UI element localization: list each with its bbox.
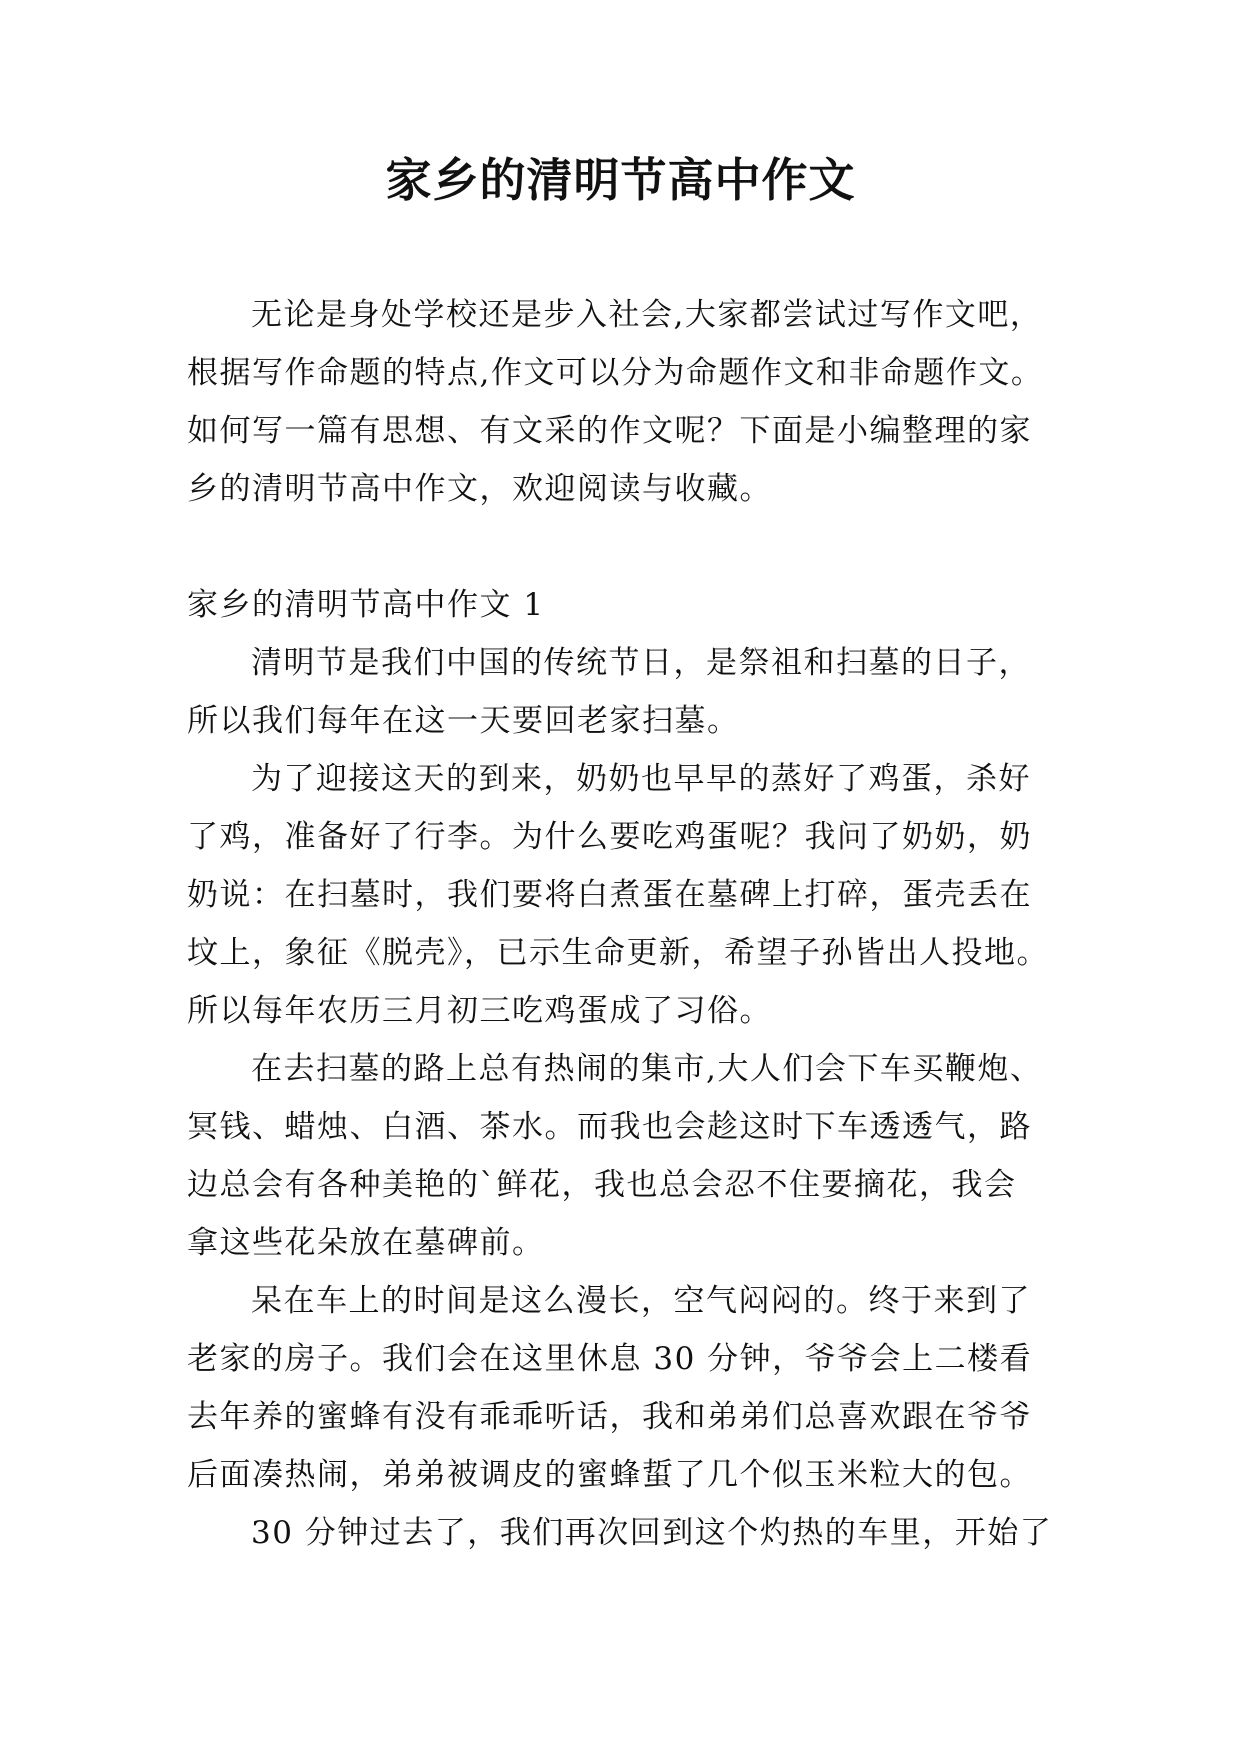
paragraph-line: 拿这些花朵放在墓碑前。	[187, 1225, 545, 1261]
paragraph-line: 清明节是我们中国的传统节日，是祭祖和扫墓的日子，	[251, 645, 1031, 681]
paragraph-line: 奶说：在扫墓时，我们要将白煮蛋在墓碑上打碎，蛋壳丢在	[187, 877, 1032, 913]
essay-paragraph	[187, 1504, 1067, 1562]
intro-line: 如何写一篇有思想、有文采的作文呢？下面是小编整理的家	[187, 413, 1032, 449]
essay-paragraph	[187, 750, 1067, 1040]
paragraph-line: 所以每年农历三月初三吃鸡蛋成了习俗。	[187, 993, 772, 1029]
paragraph-line: 后面凑热闹，弟弟被调皮的蜜蜂蜇了几个似玉米粒大的包。	[187, 1457, 1032, 1493]
intro-line: 乡的清明节高中作文，欢迎阅读与收藏。	[187, 471, 772, 507]
paragraph-line: 去年养的蜜蜂有没有乖乖听话，我和弟弟们总喜欢跟在爷爷	[187, 1399, 1032, 1435]
essay-section	[187, 576, 1067, 1562]
paragraph-line: 所以我们每年在这一天要回老家扫墓。	[187, 703, 740, 739]
essay-paragraph	[187, 1272, 1067, 1504]
paragraph-line: 呆在车上的时间是这么漫长，空气闷闷的。终于来到了	[251, 1283, 1031, 1319]
intro-line: 根据写作命题的特点,作文可以分为命题作文和非命题作文。	[187, 355, 1044, 391]
paragraph-line: 为了迎接这天的到来，奶奶也早早的蒸好了鸡蛋，杀好	[251, 761, 1031, 797]
essay-paragraph	[187, 1040, 1067, 1272]
essay-paragraph	[187, 634, 1067, 750]
paragraph-line: 在去扫墓的路上总有热闹的集市,大人们会下车买鞭炮、	[251, 1051, 1043, 1087]
intro-paragraph	[187, 286, 1067, 518]
paragraph-line: 边总会有各种美艳的`鲜花，我也总会忍不住要摘花，我会	[187, 1167, 1017, 1203]
section-heading: 家乡的清明节高中作文 1	[187, 587, 545, 623]
paragraph-line: 30 分钟过去了，我们再次回到这个灼热的车里，开始了	[251, 1515, 1053, 1551]
paragraph-line: 了鸡，准备好了行李。为什么要吃鸡蛋呢？我问了奶奶，奶	[187, 819, 1032, 855]
paragraph-line: 冥钱、蜡烛、白酒、茶水。而我也会趁这时下车透透气，路	[187, 1109, 1032, 1145]
document-title: 家乡的清明节高中作文	[385, 153, 856, 207]
intro-line: 无论是身处学校还是步入社会,大家都尝试过写作文吧，	[251, 297, 1043, 333]
paragraph-line: 老家的房子。我们会在这里休息 30 分钟，爷爷会上二楼看	[187, 1341, 1033, 1377]
paragraph-line: 坟上，象征《脱壳》，已示生命更新，希望子孙皆出人投地。	[187, 935, 1049, 971]
